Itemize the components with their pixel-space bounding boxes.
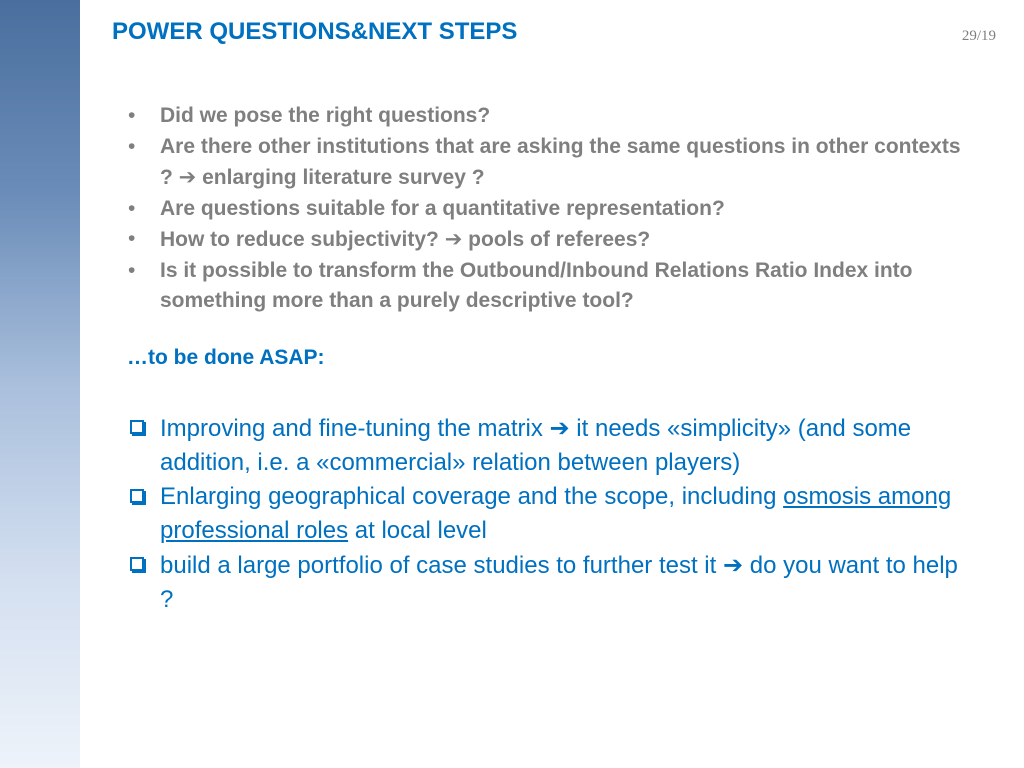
arrow-right-icon: ➔ bbox=[722, 551, 744, 579]
checkbox-square-icon bbox=[130, 489, 144, 503]
question-item bbox=[126, 224, 966, 256]
question-text: Did we pose the right questions? bbox=[160, 104, 491, 127]
slide-sidebar-gradient bbox=[0, 0, 80, 768]
step-text: Enlarging geographical coverage and the scope, including bbox=[160, 483, 784, 510]
arrow-right-icon: ➔ bbox=[549, 414, 570, 442]
arrow-right-icon: ➔ bbox=[178, 165, 197, 189]
step-text-cont: do you want to help ? bbox=[160, 552, 958, 613]
question-text: Are questions suitable for a quantitative representation? bbox=[160, 196, 725, 220]
step-text: build a large portfolio of case studies to further test it bbox=[160, 552, 723, 579]
question-item bbox=[126, 101, 966, 132]
page-number: 29/19 bbox=[961, 28, 996, 44]
question-item bbox=[126, 194, 966, 225]
step-text: Improving and fine-tuning the matrix bbox=[160, 415, 550, 442]
next-step-item bbox=[128, 411, 968, 480]
bullet-icon: • bbox=[128, 104, 136, 127]
question-text: Is it possible to transform the Outbound/Inbound Relations Ratio Index into something more than a purely descriptive tool? bbox=[160, 258, 913, 312]
question-text: How to reduce subjectivity? bbox=[160, 228, 445, 251]
slide-title: POWER QUESTIONS&NEXT STEPS bbox=[112, 18, 518, 45]
bullet-icon: • bbox=[128, 258, 136, 282]
underlined-phrase: osmosis among professional roles bbox=[160, 483, 952, 544]
step-text-cont: at local level bbox=[348, 517, 487, 544]
next-steps-list bbox=[128, 411, 968, 617]
question-item bbox=[126, 132, 966, 194]
bullet-icon: • bbox=[128, 196, 136, 220]
bullet-icon: • bbox=[128, 227, 136, 250]
arrow-right-icon: ➔ bbox=[444, 227, 463, 251]
question-text: Are there other institutions that are asking the same questions in other contexts ? bbox=[160, 134, 961, 189]
question-text-cont: pools of referees? bbox=[462, 228, 651, 251]
asap-heading: …to be done ASAP: bbox=[127, 346, 325, 369]
question-item bbox=[126, 256, 966, 317]
next-step-item bbox=[128, 548, 968, 617]
bullet-icon: • bbox=[128, 134, 136, 158]
next-step-item bbox=[128, 480, 968, 548]
question-text-cont: enlarging literature survey ? bbox=[196, 166, 485, 189]
step-text-cont: it needs «simplicity» (and some addition, i.e. a «commercial» relation between players) bbox=[160, 415, 912, 476]
checkbox-square-icon bbox=[130, 420, 144, 434]
checkbox-square-icon bbox=[130, 557, 144, 571]
questions-list bbox=[126, 101, 966, 317]
